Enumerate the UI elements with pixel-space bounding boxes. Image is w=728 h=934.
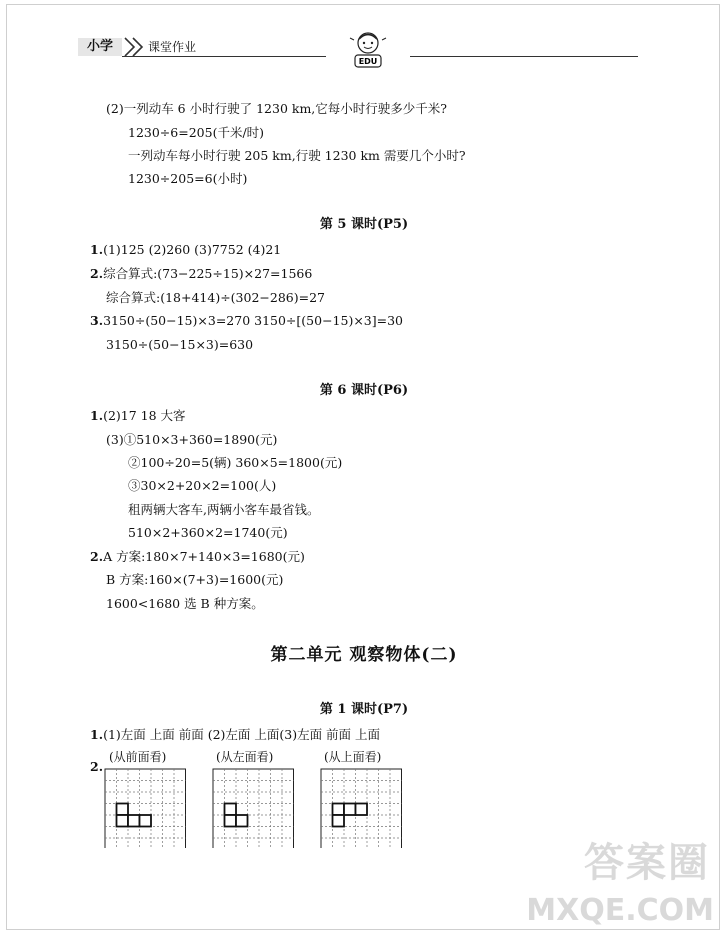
lesson1-q2-num: 2. xyxy=(90,759,104,774)
view-square xyxy=(236,815,248,827)
lesson6-q1: 1.(2)17 18 大客 xyxy=(90,408,186,423)
view-square xyxy=(356,804,368,816)
view-square xyxy=(333,804,345,816)
view-square xyxy=(117,804,129,816)
watermark-url: MXQE.COM xyxy=(526,893,714,928)
left-view-grid xyxy=(212,768,294,848)
view-square xyxy=(344,804,356,816)
prev-line-2: 1230÷6=205(千米/时) xyxy=(128,125,265,140)
grade-badge: 小学 xyxy=(78,38,122,56)
view-square xyxy=(140,815,152,827)
view-square xyxy=(333,815,345,827)
double-chevron-icon xyxy=(122,36,148,58)
lesson6-q1f: 510×2+360×2=1740(元) xyxy=(128,525,288,540)
view-square xyxy=(225,815,237,827)
lesson6-q1c: ②100÷20=5(辆) 360×5=1800(元) xyxy=(128,455,343,470)
lesson6-q2b: B 方案:160×(7+3)=1600(元) xyxy=(106,572,284,587)
view-label-front: (从前面看) xyxy=(109,750,167,764)
lesson6-q2: 2.A 方案:180×7+140×3=1680(元) xyxy=(90,549,305,564)
lesson6-q1e: 租两辆大客车,两辆小客车最省钱。 xyxy=(128,502,320,517)
student-mascot-icon xyxy=(346,30,390,72)
lesson6-q1b: (3)①510×3+360=1890(元) xyxy=(106,432,278,447)
page-header xyxy=(78,36,638,66)
lesson6-q1d: ③30×2+20×2=100(人) xyxy=(128,478,277,493)
lesson6-title: 第 6 课时(P6) xyxy=(319,383,409,398)
prev-line-4: 1230÷205=6(小时) xyxy=(128,171,248,186)
front-view-grid xyxy=(104,768,186,848)
view-square xyxy=(225,804,237,816)
lesson1-title: 第 1 课时(P7) xyxy=(319,702,409,717)
view-label-left: (从左面看) xyxy=(216,750,274,764)
lesson5-title: 第 5 课时(P5) xyxy=(319,217,409,232)
mascot-text: EDU xyxy=(358,57,378,66)
view-square xyxy=(117,815,129,827)
lesson5-q3: 3.3150÷(50−15)×3=270 3150÷[(50−15)×3]=30 xyxy=(90,313,404,328)
header-rule-right xyxy=(410,56,638,57)
view-label-top: (从上面看) xyxy=(324,750,382,764)
lesson5-q2: 2.综合算式:(73−225÷15)×27=1566 xyxy=(90,266,313,281)
lesson5-q1: 1.(1)125 (2)260 (3)7752 (4)21 xyxy=(90,242,282,257)
prev-line-1: (2)一列动车 6 小时行驶了 1230 km,它每小时行驶多少千米? xyxy=(106,101,447,116)
lesson6-q2c: 1600<1680 选 B 种方案。 xyxy=(106,596,264,611)
lesson1-q1: 1.(1)左面 上面 前面 (2)左面 上面(3)左面 前面 上面 xyxy=(90,727,381,742)
unit-title: 第二单元 观察物体(二) xyxy=(270,645,458,665)
view-square xyxy=(128,815,140,827)
lesson5-q3b: 3150÷(50−15×3)=630 xyxy=(106,337,254,352)
prev-line-3: 一列动车每小时行驶 205 km,行驶 1230 km 需要几个小时? xyxy=(128,148,466,163)
lesson5-q2b: 综合算式:(18+414)÷(302−286)=27 xyxy=(106,290,326,305)
watermark-logo: 答案圈 xyxy=(584,840,710,886)
top-view-grid xyxy=(320,768,402,848)
header-title: 课堂作业 xyxy=(148,40,197,54)
header-rule-left xyxy=(122,56,326,57)
